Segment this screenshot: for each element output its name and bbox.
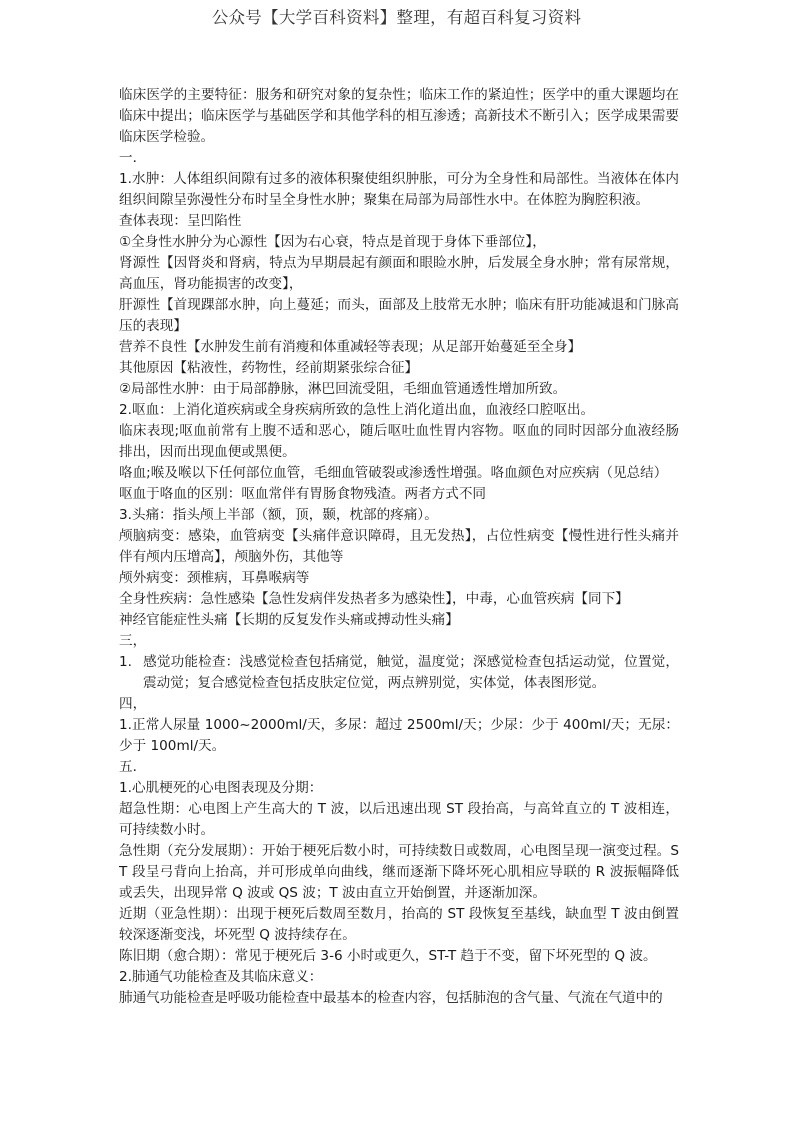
paragraph: 肺通气功能检查是呼吸功能检查中最基本的检查内容，包括肺泡的含气量、气流在气道中的 xyxy=(119,990,663,1006)
paragraph: ②局部性水肿：由于局部静脉，淋巴回流受阻，毛细血管通透性增加所致。 xyxy=(119,381,567,397)
paragraph: 全身性疾病：急性感染【急性发病伴发热者多为感染性】，中毒，心血管疾病【同下】 xyxy=(119,591,629,607)
paragraph: 营养不良性【水肿发生前有消瘦和体重减轻等表现；从足部开始蔓延至全身】 xyxy=(119,339,582,355)
paragraph: 肾源性【因肾炎和肾病，特点为早期晨起有颜面和眼睑水肿，后发展全身水肿；常有尿常规，高血压，肾功能损害的改变】， xyxy=(119,255,679,292)
paragraph: ①全身性水肿分为心源性【因为右心衰，特点是首现于身体下垂部位】， xyxy=(119,234,546,250)
page-header: 公众号【大学百科资料】整理，有超百科复习资料 xyxy=(211,8,582,27)
paragraph: 颅外病变：颈椎病，耳鼻喉病等 xyxy=(119,570,310,586)
paragraph: 其他原因【粘液性，药物性，经前期紧张综合征】 xyxy=(119,360,419,376)
paragraph-intro: 临床医学的主要特征：服务和研究对象的复杂性；临床工作的紧迫性；医学中的重大课题均在临床中提出；临床医学与基础医学和其他学科的相互渗透；高新技术不断引入；医学成果需要临床医学检验。 xyxy=(119,87,679,145)
section-heading-3: 三， xyxy=(119,633,147,649)
paragraph: 临床表现;呕血前常有上腹不适和恶心，随后呕吐血性胃内容物。呕血的同时因部分血液经肠排出，因而出现血便或黑便。 xyxy=(119,423,679,460)
section-heading-4: 四， xyxy=(119,696,147,712)
paragraph: 神经官能症性头痛【长期的反复发作头痛或搏动性头痛】 xyxy=(119,612,459,628)
section-heading-5: 五． xyxy=(119,759,147,775)
paragraph-hematemesis: 2.呕血：上消化道疾病或全身疾病所致的急性上消化道出血，血液经口腔呕出。 xyxy=(119,402,595,418)
paragraph: 呕血于咯血的区别：呕血常伴有胃肠食物残渣。两者方式不同 xyxy=(119,486,487,502)
paragraph-headache: 3.头痛：指头颅上半部（额，顶，颞，枕部的疼痛）。 xyxy=(119,507,438,523)
paragraph: 近期（亚急性期）：出现于梗死后数周至数月，抬高的 ST 段恢复至基线，缺血型 T 波由倒置较深逐渐变浅，坏死型 Q 波持续存在。 xyxy=(119,906,679,943)
paragraph-mi-ecg: 1.心肌梗死的心电图表现及分期： xyxy=(119,780,323,796)
paragraph: 颅脑病变：感染，血管病变【头痛伴意识障碍，且无发热】，占位性病变【慢性进行性头痛并伴有颅内压增高】，颅脑外伤，其他等 xyxy=(119,528,679,565)
paragraph: 陈旧期（愈合期）：常见于梗死后 3-6 小时或更久，ST-T 趋于不变，留下坏死型的 Q 波。 xyxy=(119,948,657,964)
paragraph-pulmonary: 2.肺通气功能检查及其临床意义： xyxy=(119,969,323,985)
paragraph-urine: 1.正常人尿量 1000~2000ml/天，多尿：超过 2500ml/天；少尿：少于 400ml/天；无尿：少于 100ml/天。 xyxy=(119,717,679,754)
list-item-number: 1. xyxy=(119,654,132,670)
paragraph: 查体表现：呈凹陷性 xyxy=(119,213,242,229)
paragraph: 咯血;喉及喉以下任何部位血管，毛细血管破裂或渗透性增强。咯血颜色对应疾病（见总结） xyxy=(119,465,668,481)
paragraph: 肝源性【首现踝部水肿，向上蔓延；而头，面部及上肢常无水肿；临床有肝功能减退和门脉高压的表现】 xyxy=(119,297,679,334)
paragraph: 急性期（充分发展期）：开始于梗死后数小时，可持续数日或数周，心电图呈现一演变过程。ST 段呈弓背向上抬高，并可形成单向曲线，继而逐渐下降坏死心肌相应导联的 R 波振幅降低或丢失，出现异常 Q 波或 QS 波；T 波由直立开始倒置，并逐渐加深。 xyxy=(119,843,679,901)
paragraph-edema: 1.水肿：人体组织间隙有过多的液体积聚使组织肿胀，可分为全身性和局部性。当液体在体内组织间隙呈弥漫性分布时呈全身性水肿；聚集在局部为局部性水中。在体腔为胸腔积液。 xyxy=(119,171,679,208)
list-item-text: 感觉功能检查：浅感觉检查包括痛觉，触觉，温度觉；深感觉检查包括运动觉，位置觉，震动觉；复合感觉检查包括皮肤定位觉，两点辨别觉，实体觉，体表图形觉。 xyxy=(143,654,679,691)
document-body xyxy=(119,85,679,1009)
list-item xyxy=(119,652,679,694)
section-heading-1: 一． xyxy=(119,150,147,166)
paragraph: 超急性期：心电图上产生高大的 T 波，以后迅速出现 ST 段抬高，与高耸直立的 T 波相连，可持续数小时。 xyxy=(119,801,679,838)
